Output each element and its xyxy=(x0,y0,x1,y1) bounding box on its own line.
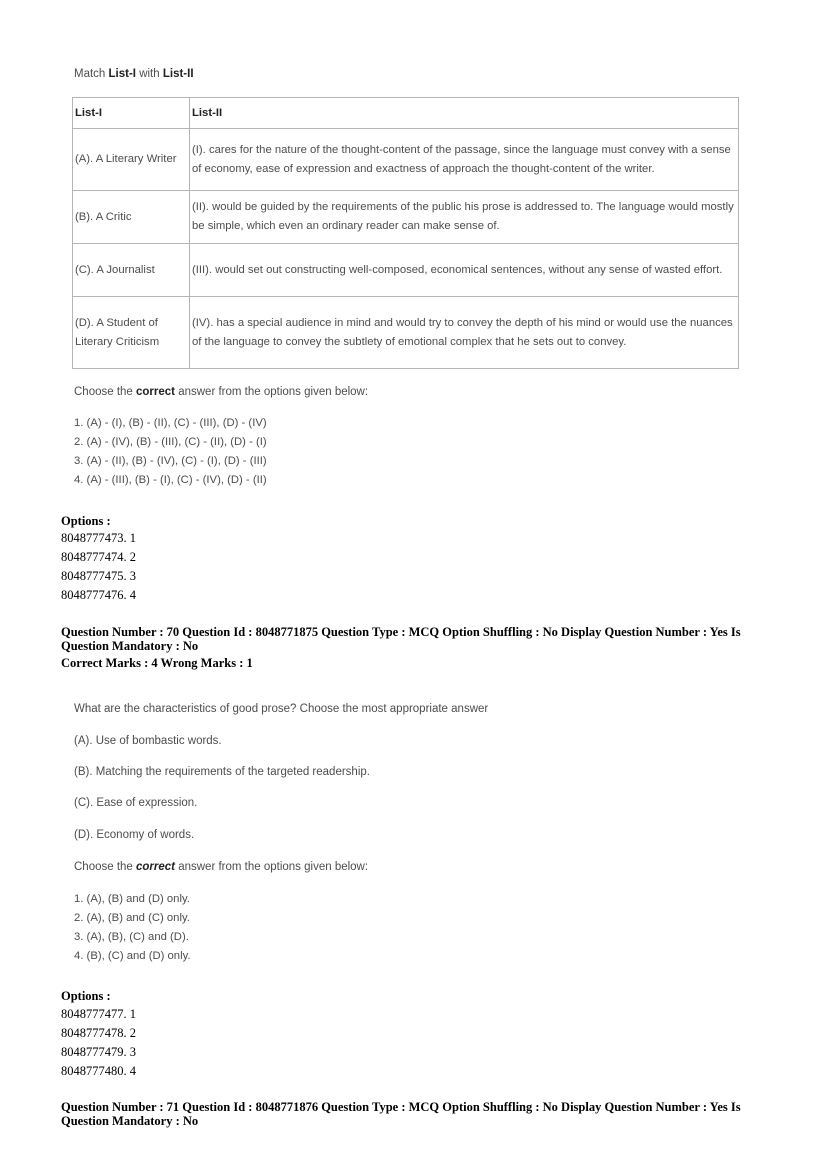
options-label: Options : xyxy=(61,989,111,1003)
question-meta: Question Number : 71 Question Id : 8048771876 Question Type : MCQ Option Shuffling : No Display Question Number : Yes Is xyxy=(61,1100,741,1114)
option-id: 8048777477. 1 xyxy=(61,1007,136,1021)
table-cell-left: (B). A Critic xyxy=(73,191,190,244)
table-cell-right: (IV). has a special audience in mind and would try to convey the depth of his mind or would use the nuances of the language to convey the subtlety of emotional complex that he sets out to convey. xyxy=(190,297,739,369)
table-cell-left: (C). A Journalist xyxy=(73,244,190,297)
option-id: 8048777475. 3 xyxy=(61,569,136,583)
question-meta-mandatory: Question Mandatory : No xyxy=(61,1114,199,1128)
table-row xyxy=(73,244,739,297)
option-id: 8048777480. 4 xyxy=(61,1064,136,1078)
table-cell-right: (I). cares for the nature of the thought-content of the passage, since the language must convey with a sense of economy, ease of expression and exactness of approach the thought-content of the writer. xyxy=(190,129,739,191)
table-header-list1: List-I xyxy=(73,98,190,129)
choose-instruction: Choose the correct answer from the options given below: xyxy=(74,861,369,873)
statement: (A). Use of bombastic words. xyxy=(74,735,222,747)
question-meta: Question Number : 70 Question Id : 8048771875 Question Type : MCQ Option Shuffling : No Display Question Number : Yes Is xyxy=(61,625,741,639)
match-instruction: Match List-I with List-II xyxy=(74,68,194,80)
table-cell-right: (II). would be guided by the requirements of the public his prose is addressed to. The language would mostly be simple, which even an ordinary reader can make sense of. xyxy=(190,191,739,244)
option-id: 8048777479. 3 xyxy=(61,1045,136,1059)
options-label: Options : xyxy=(61,514,111,528)
table-header-list2: List-II xyxy=(190,98,739,129)
choose-instruction: Choose the correct answer from the options given below: xyxy=(74,386,369,398)
answer-choice: 3. (A), (B), (C) and (D). xyxy=(74,931,189,943)
table-row xyxy=(73,297,739,369)
question-text: What are the characteristics of good prose? Choose the most appropriate answer xyxy=(74,703,489,715)
table-row xyxy=(73,191,739,244)
option-id: 8048777476. 4 xyxy=(61,588,136,602)
table-cell-left: (D). A Student of Literary Criticism xyxy=(73,297,190,369)
question-meta-mandatory: Question Mandatory : No xyxy=(61,639,199,653)
table-cell-right: (III). would set out constructing well-composed, economical sentences, without any sense of wasted effort. xyxy=(190,244,739,297)
table-cell-left: (A). A Literary Writer xyxy=(73,129,190,191)
answer-choice: 3. (A) - (II), (B) - (IV), (C) - (I), (D) - (III) xyxy=(74,455,267,467)
statement: (C). Ease of expression. xyxy=(74,797,198,809)
answer-choice: 4. (B), (C) and (D) only. xyxy=(74,950,191,962)
question-marks: Correct Marks : 4 Wrong Marks : 1 xyxy=(61,656,253,670)
option-id: 8048777473. 1 xyxy=(61,531,136,545)
table-row xyxy=(73,129,739,191)
table-header-row xyxy=(73,98,739,129)
answer-choice: 1. (A), (B) and (D) only. xyxy=(74,893,190,905)
answer-choice: 1. (A) - (I), (B) - (II), (C) - (III), (D) - (IV) xyxy=(74,417,267,429)
answer-choice: 2. (A), (B) and (C) only. xyxy=(74,912,190,924)
statement: (D). Economy of words. xyxy=(74,829,195,841)
answer-choice: 4. (A) - (III), (B) - (I), (C) - (IV), (D) - (II) xyxy=(74,474,267,486)
match-table xyxy=(72,97,739,369)
option-id: 8048777474. 2 xyxy=(61,550,136,564)
statement: (B). Matching the requirements of the targeted readership. xyxy=(74,766,370,778)
option-id: 8048777478. 2 xyxy=(61,1026,136,1040)
answer-choice: 2. (A) - (IV), (B) - (III), (C) - (II), (D) - (I) xyxy=(74,436,267,448)
